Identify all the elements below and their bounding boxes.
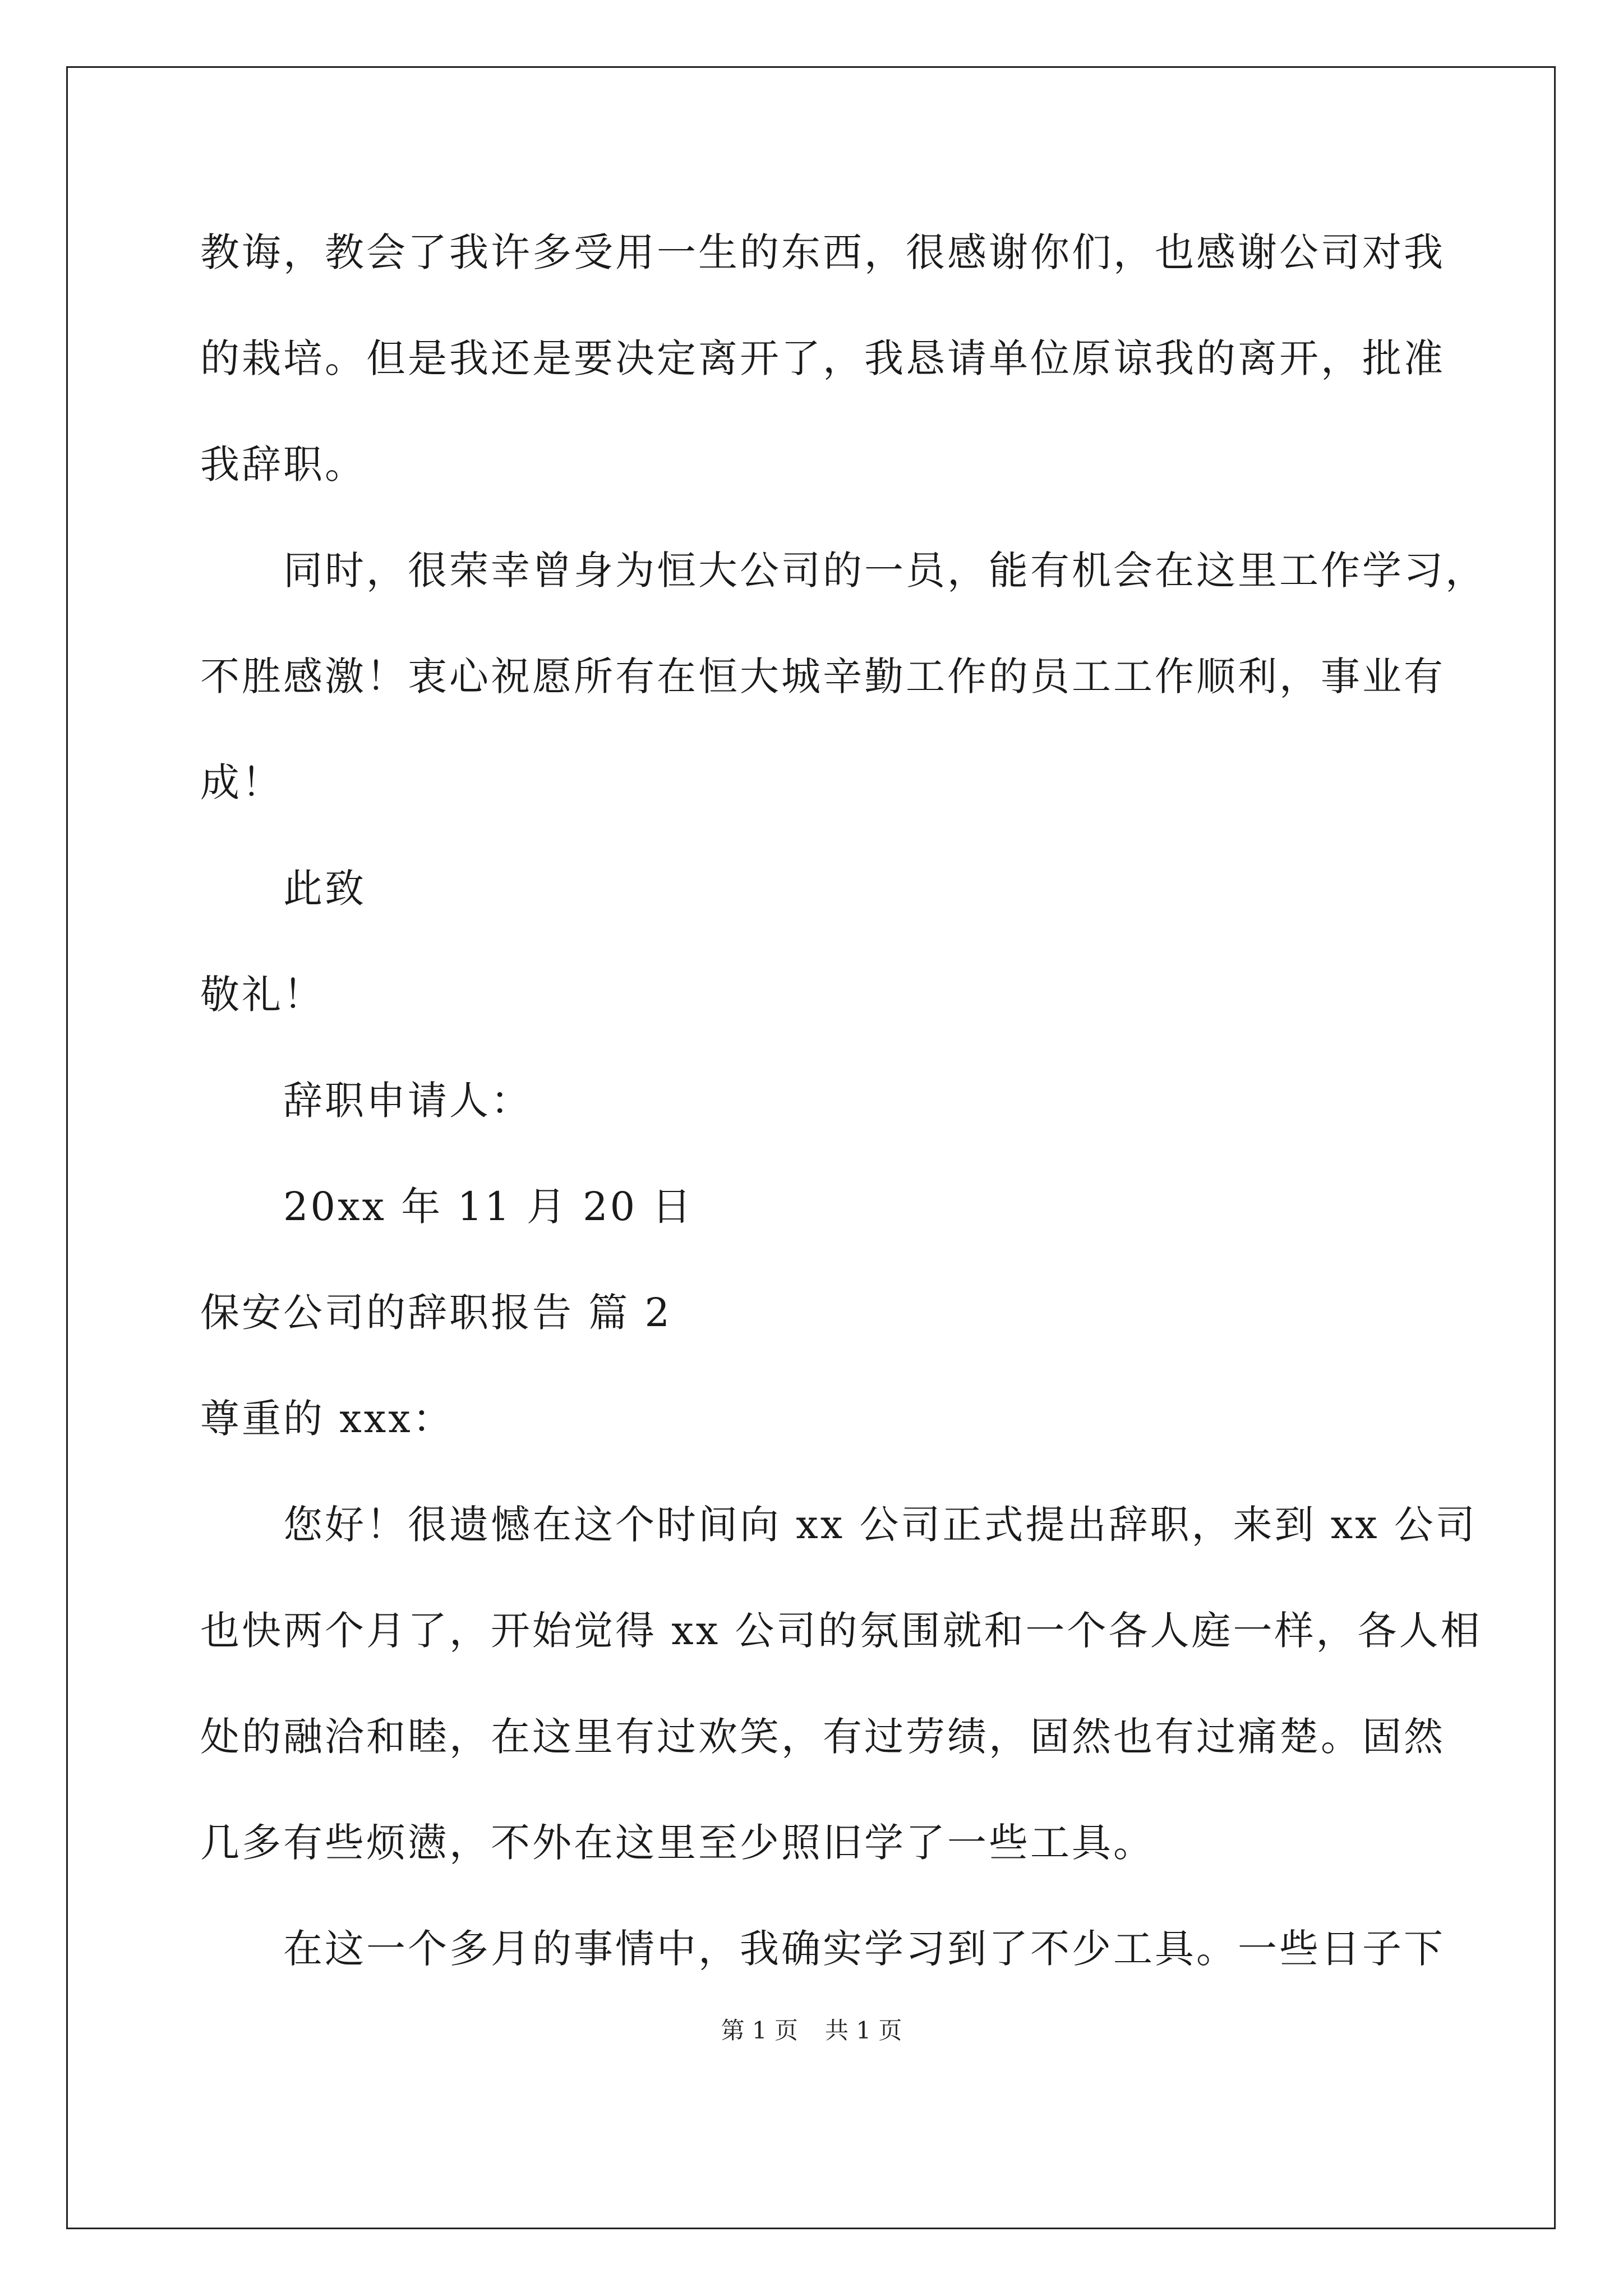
paragraph-start: 您好！很遗憾在这个时间向 xx 公司正式提出辞职，来到 xx 公司 [283, 1502, 1477, 1548]
page-number: 第 1 页 [721, 2017, 798, 2044]
paragraph-start: 同时，很荣幸曾身为恒大公司的一员，能有机会在这里工作学习， [283, 547, 1487, 593]
page-footer [0, 2014, 1623, 2047]
text-line: 不胜感激！衷心祝愿所有在恒大城辛勤工作的员工工作顺利，事业有 [200, 654, 1445, 700]
paragraph-start: 在这一个多月的事情中，我确实学习到了不少工具。一些日子下 [283, 1926, 1445, 1972]
greeting: 尊重的 xxx： [200, 1396, 454, 1442]
text-line: 几多有些烦懑，不外在这里至少照旧学了一些工具。 [200, 1820, 1155, 1866]
text-line: 也快两个月了，开始觉得 xx 公司的氛围就和一个各人庭一样，各人相 [200, 1608, 1482, 1654]
text-line: 我辞职。 [200, 441, 366, 487]
section-heading: 保安公司的辞职报告 篇 2 [200, 1290, 672, 1336]
page-total: 共 1 页 [825, 2017, 902, 2044]
letter-date: 20xx 年 11 月 20 日 [283, 1184, 694, 1230]
closing-regards: 敬礼！ [200, 972, 325, 1018]
applicant-label: 辞职申请人： [283, 1078, 532, 1124]
text-line: 的栽培。但是我还是要决定离开了，我恳请单位原谅我的离开，批准 [200, 335, 1445, 381]
text-line: 教诲，教会了我许多受用一生的东西，很感谢你们，也感谢公司对我 [200, 229, 1445, 275]
page-border [66, 66, 1556, 2229]
closing-salutation: 此致 [283, 866, 366, 912]
text-line: 处的融洽和睦，在这里有过欢笑，有过劳绩，固然也有过痛楚。固然 [200, 1714, 1445, 1760]
text-line: 成！ [200, 760, 283, 806]
